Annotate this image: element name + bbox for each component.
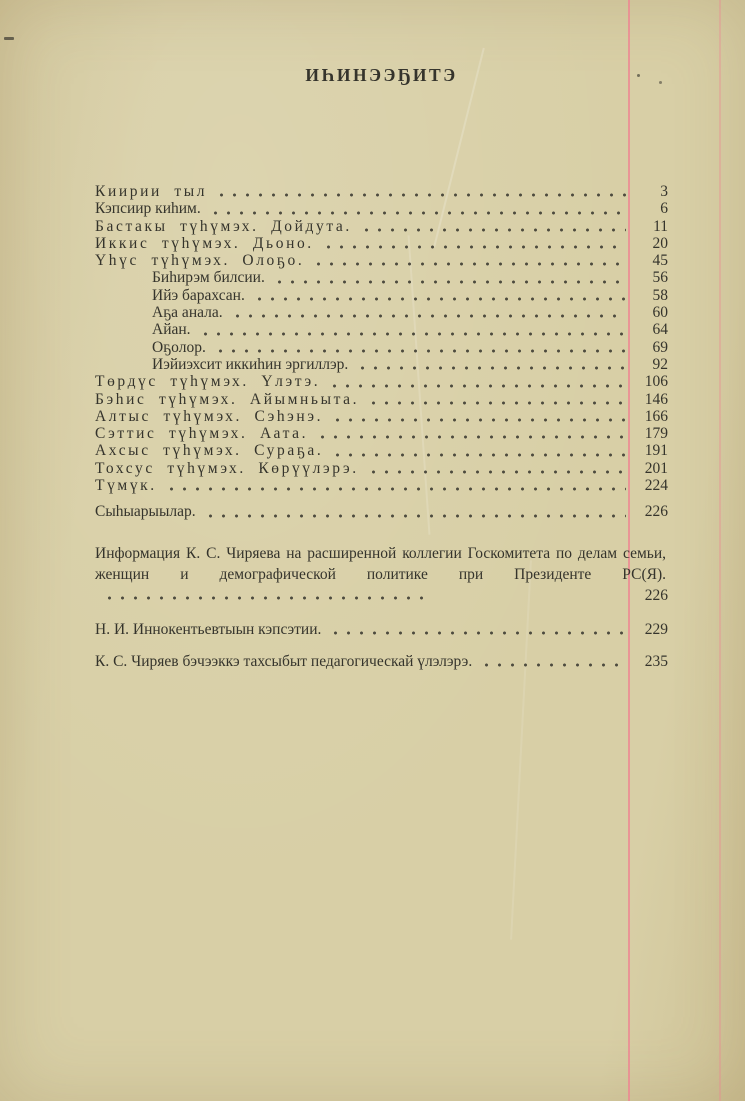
dot-leader [103,596,433,600]
toc-page-number: 64 [652,321,668,339]
toc-page-number: 11 [653,217,668,235]
dot-leader [331,453,626,457]
dot-leader [356,366,626,370]
toc-list [95,183,668,521]
toc-page-number: 179 [644,425,668,443]
dot-leader [328,384,626,388]
dot-leader [367,401,626,405]
pink-margin-line-faint [719,0,721,1101]
dot-leader [480,663,626,667]
toc-page-number: 45 [652,252,668,270]
scan-artifact [4,37,14,40]
toc-paragraph-entry [95,543,668,606]
toc-entry-label: Үһүс түһүмэх. Олоҕо. [95,252,305,270]
toc-entry-label: Иккис түһүмэх. Дьоно. [95,234,314,252]
toc-row [95,200,668,217]
toc-page-number: 146 [644,390,668,408]
toc-entry-label: Ийэ барахсан. [152,286,245,304]
toc-row [95,442,668,459]
toc-page-number: 56 [652,269,668,287]
toc-page-number: 3 [660,183,668,200]
toc-entry-label: Оҕолор. [152,338,206,356]
toc-entry-label: Бастакы түһүмэх. Дойдута. [95,217,352,235]
dot-leader [273,280,626,284]
toc-entry-label: Иэйиэхсит иккиһин эргиллэр. [152,355,349,373]
toc-page-number: 106 [644,373,668,391]
page-title: ИҺИНЭЭҔИТЭ [305,65,458,85]
dot-leader [204,514,626,518]
toc-entry-label: Аҕа анала. [152,304,223,322]
toc-page-number: 166 [644,407,668,425]
toc-row [95,503,668,520]
toc-row [152,269,668,286]
toc-page-number: 229 [644,620,668,638]
toc-entry-label: Сыһыарыылар. [95,503,196,521]
toc-entry-label: Биһирэм билсии. [152,269,265,287]
toc-entry-label: Ахсыс түһүмэх. Сураҕа. [95,442,324,460]
toc-entry-label: Алтыс түһүмэх. Сэһэнэ. [95,407,324,425]
toc-page-number: 226 [644,586,668,604]
toc-page-number: 20 [652,234,668,252]
dot-leader [231,314,626,318]
toc-entry-label: Н. И. Иннокентьевтыын кэпсэтии. [95,620,322,638]
dot-leader [316,435,626,439]
toc-row [152,321,668,338]
toc-page-number: 191 [644,442,668,460]
dot-leader [331,418,626,422]
dot-leader [214,349,626,353]
toc-page-number: 69 [652,338,668,356]
dot-leader [253,297,626,301]
toc-page-number: 60 [652,304,668,322]
toc-page-number: 58 [652,286,668,304]
dot-leader [209,211,626,215]
toc-row [152,287,668,304]
toc-row [95,477,668,494]
dot-leader [360,228,626,232]
toc-row [95,460,668,477]
toc-row [95,391,668,408]
toc-row [152,304,668,321]
toc-entry-label: Түмүк. [95,477,157,495]
toc-row [95,425,668,442]
toc-page-number: 235 [644,652,668,670]
toc-row [95,653,668,670]
toc-row [95,408,668,425]
toc-row [95,218,668,235]
toc-entry-label: Кэпсиир киһим. [95,200,201,218]
toc-row [95,621,668,638]
toc-entry-label: Төрдүс түһүмэх. Үлэтэ. [95,373,321,391]
toc-entry-label: Айан. [152,321,191,339]
toc-page-number: 6 [660,200,668,218]
dot-leader [165,487,626,491]
toc-row [95,183,668,200]
toc-entry-label: К. С. Чиряев бэчээккэ тахсыбыт педагогическай үлэлэрэ. [95,652,473,670]
dot-leader [367,470,626,474]
toc-page-number: 92 [652,355,668,373]
toc-entry-label: Информация К. С. Чиряева на расширенной коллегии Госкомитета по делам семьи, женщин и демографической политике при Президенте РС(Я). [95,544,666,583]
toc-entry-label: Сэттис түһүмэх. Аата. [95,425,309,443]
dot-leader [312,262,626,266]
toc-row [152,356,668,373]
toc-page-number: 226 [644,503,668,521]
toc-entry-label: Киирии тыл [95,183,208,200]
toc-row [95,252,668,269]
toc-entry-label: Бэһис түһүмэх. Айымньыта. [95,390,360,408]
toc-page-number: 201 [644,459,668,477]
toc-row [152,339,668,356]
dot-leader [215,193,626,197]
dot-leader [199,332,626,336]
toc-page-number: 224 [644,477,668,495]
toc-row [95,235,668,252]
dot-leader [329,631,626,635]
toc-content [95,64,668,670]
dot-leader [322,245,626,249]
toc-row [95,373,668,390]
toc-entry-label: Тохсус түһүмэх. Көрүүлэрэ. [95,459,359,477]
appendix-list [95,543,668,671]
